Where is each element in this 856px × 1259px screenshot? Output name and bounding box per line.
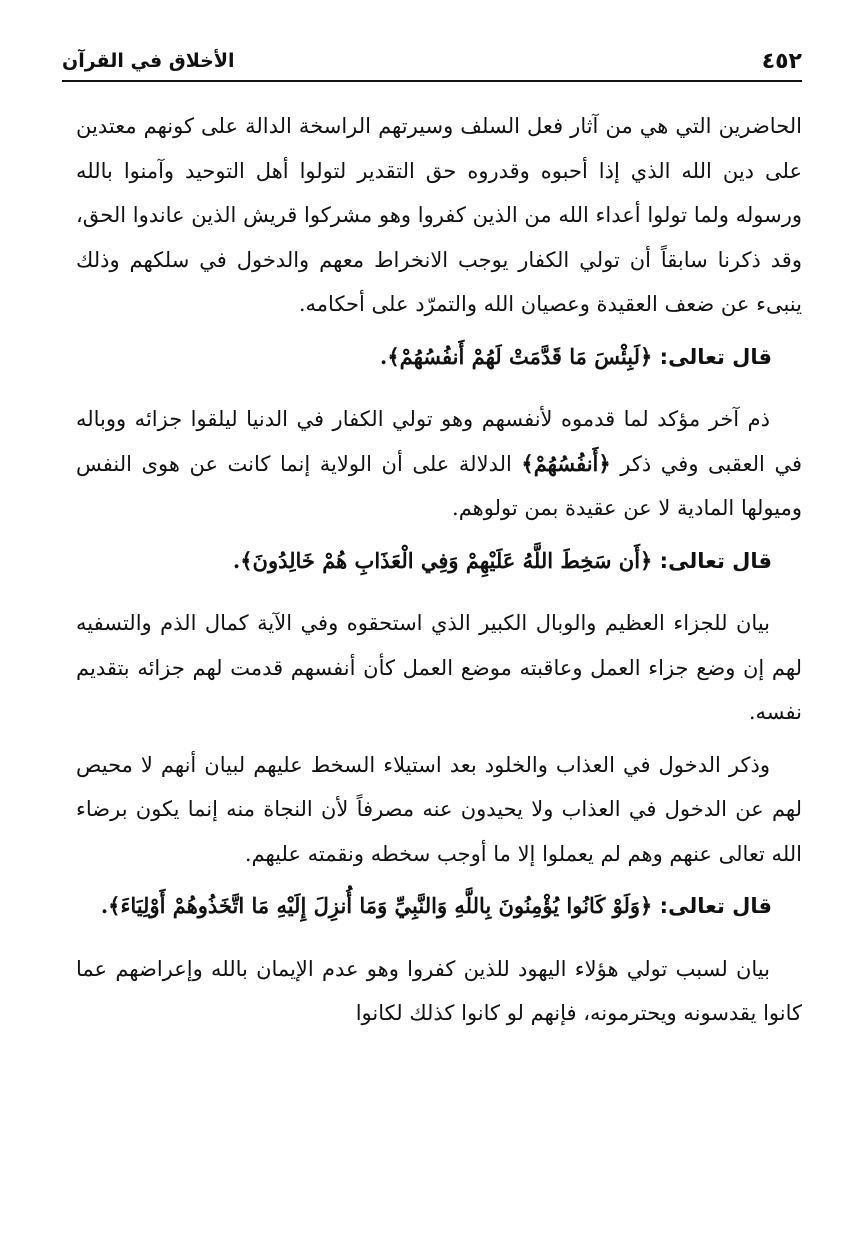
verse-label: قال تعالى:	[659, 894, 772, 918]
quran-verse-text: ﴿لَبِئْسَ مَا قَدَّمَتْ لَهُمْ أَنفُسُهُمْ﴾.	[380, 343, 653, 369]
quran-verse-text: ﴿وَلَوْ كَانُوا يُؤْمِنُونَ بِاللَّهِ وَالنَّبِيِّ وَمَا أُنزِلَ إِلَيْهِ مَا اتَّخَذُوهُمْ أَوْلِيَاءَ﴾.	[100, 893, 653, 918]
verse-label: قال تعالى:	[659, 344, 772, 369]
paragraph-2-text-b: الدلالة على أن الولاية إنما كانت عن هوى النفس وميولها المادية لا عن عقيدة بمن تولوهم.	[76, 451, 802, 520]
paragraph-3: بيان للجزاء العظيم والوبال الكبير الذي استحقوه وفي الآية كمال الذم والتسفيه لهم إن وضع جزاء العمل وعاقبته موضع العمل كأن أنفسهم قدمت لهم جزائه بتقديم نفسه.	[76, 611, 802, 724]
verse-label: قال تعالى:	[659, 548, 772, 573]
book-title: الأخلاق في القرآن	[62, 50, 235, 72]
paragraph-4: وذكر الدخول في العذاب والخلود بعد استيلاء السخط عليهم لبيان أنهم لا محيص لهم عن الدخول في العذاب ولا يحيدون عنه مصرفاً لأن النجاة منه إنما يكون برضاء الله تعالى عنهم وهم لم يعملوا إلا ما أوجب سخطه ونقمته عليهم.	[76, 752, 802, 866]
verse-1	[76, 335, 802, 380]
quran-verse-text: ﴿أَن سَخِطَ اللَّهُ عَلَيْهِمْ وَفِي الْعَذَابِ هُمْ خَالِدُونَ﴾.	[232, 547, 653, 573]
header-divider	[62, 80, 802, 82]
page-number: ٤٥٢	[761, 49, 802, 74]
page-body	[76, 104, 802, 1044]
paragraph-1: الحاضرين التي هي من آثار فعل السلف وسيرتهم الراسخة الدالة على كونهم معتدين على دين الله الذي إذا أحبوه وقدروه حق التقدير لتولوا أهل التوحيد وآمنوا بالله ورسوله ولما تولوا أعداء الله من الذين كفروا وهو مشركوا قريش الذين عاندوا الحق، وقد ذكرنا سابقاً أن تولي الكفار يوجب الانخراط معهم والدخول في سلكهم وذلك ينبىء عن ضعف العقيدة وعصيان الله والتمرّد على أحكامه.	[76, 114, 802, 316]
inline-quran-quote: ﴿أَنفُسُهُمْ﴾	[521, 450, 611, 476]
paragraph-2-text-a: ذم آخر مؤكد لما قدموه لأنفسهم وهو تولي الكفار في الدنيا ليلقوا جزائه ووباله في العقبى وفي ذكر	[76, 407, 802, 476]
verse-2	[76, 539, 802, 584]
verse-3	[76, 884, 802, 929]
page-header	[62, 36, 802, 78]
paragraph-5: بيان لسبب تولي هؤلاء اليهود للذين كفروا وهو عدم الإيمان بالله وإعراضهم عما كانوا يقدسونه ويحترمونه، فإنهم لو كانوا كذلك لكانوا	[76, 956, 802, 1025]
paragraph-2	[76, 397, 802, 531]
